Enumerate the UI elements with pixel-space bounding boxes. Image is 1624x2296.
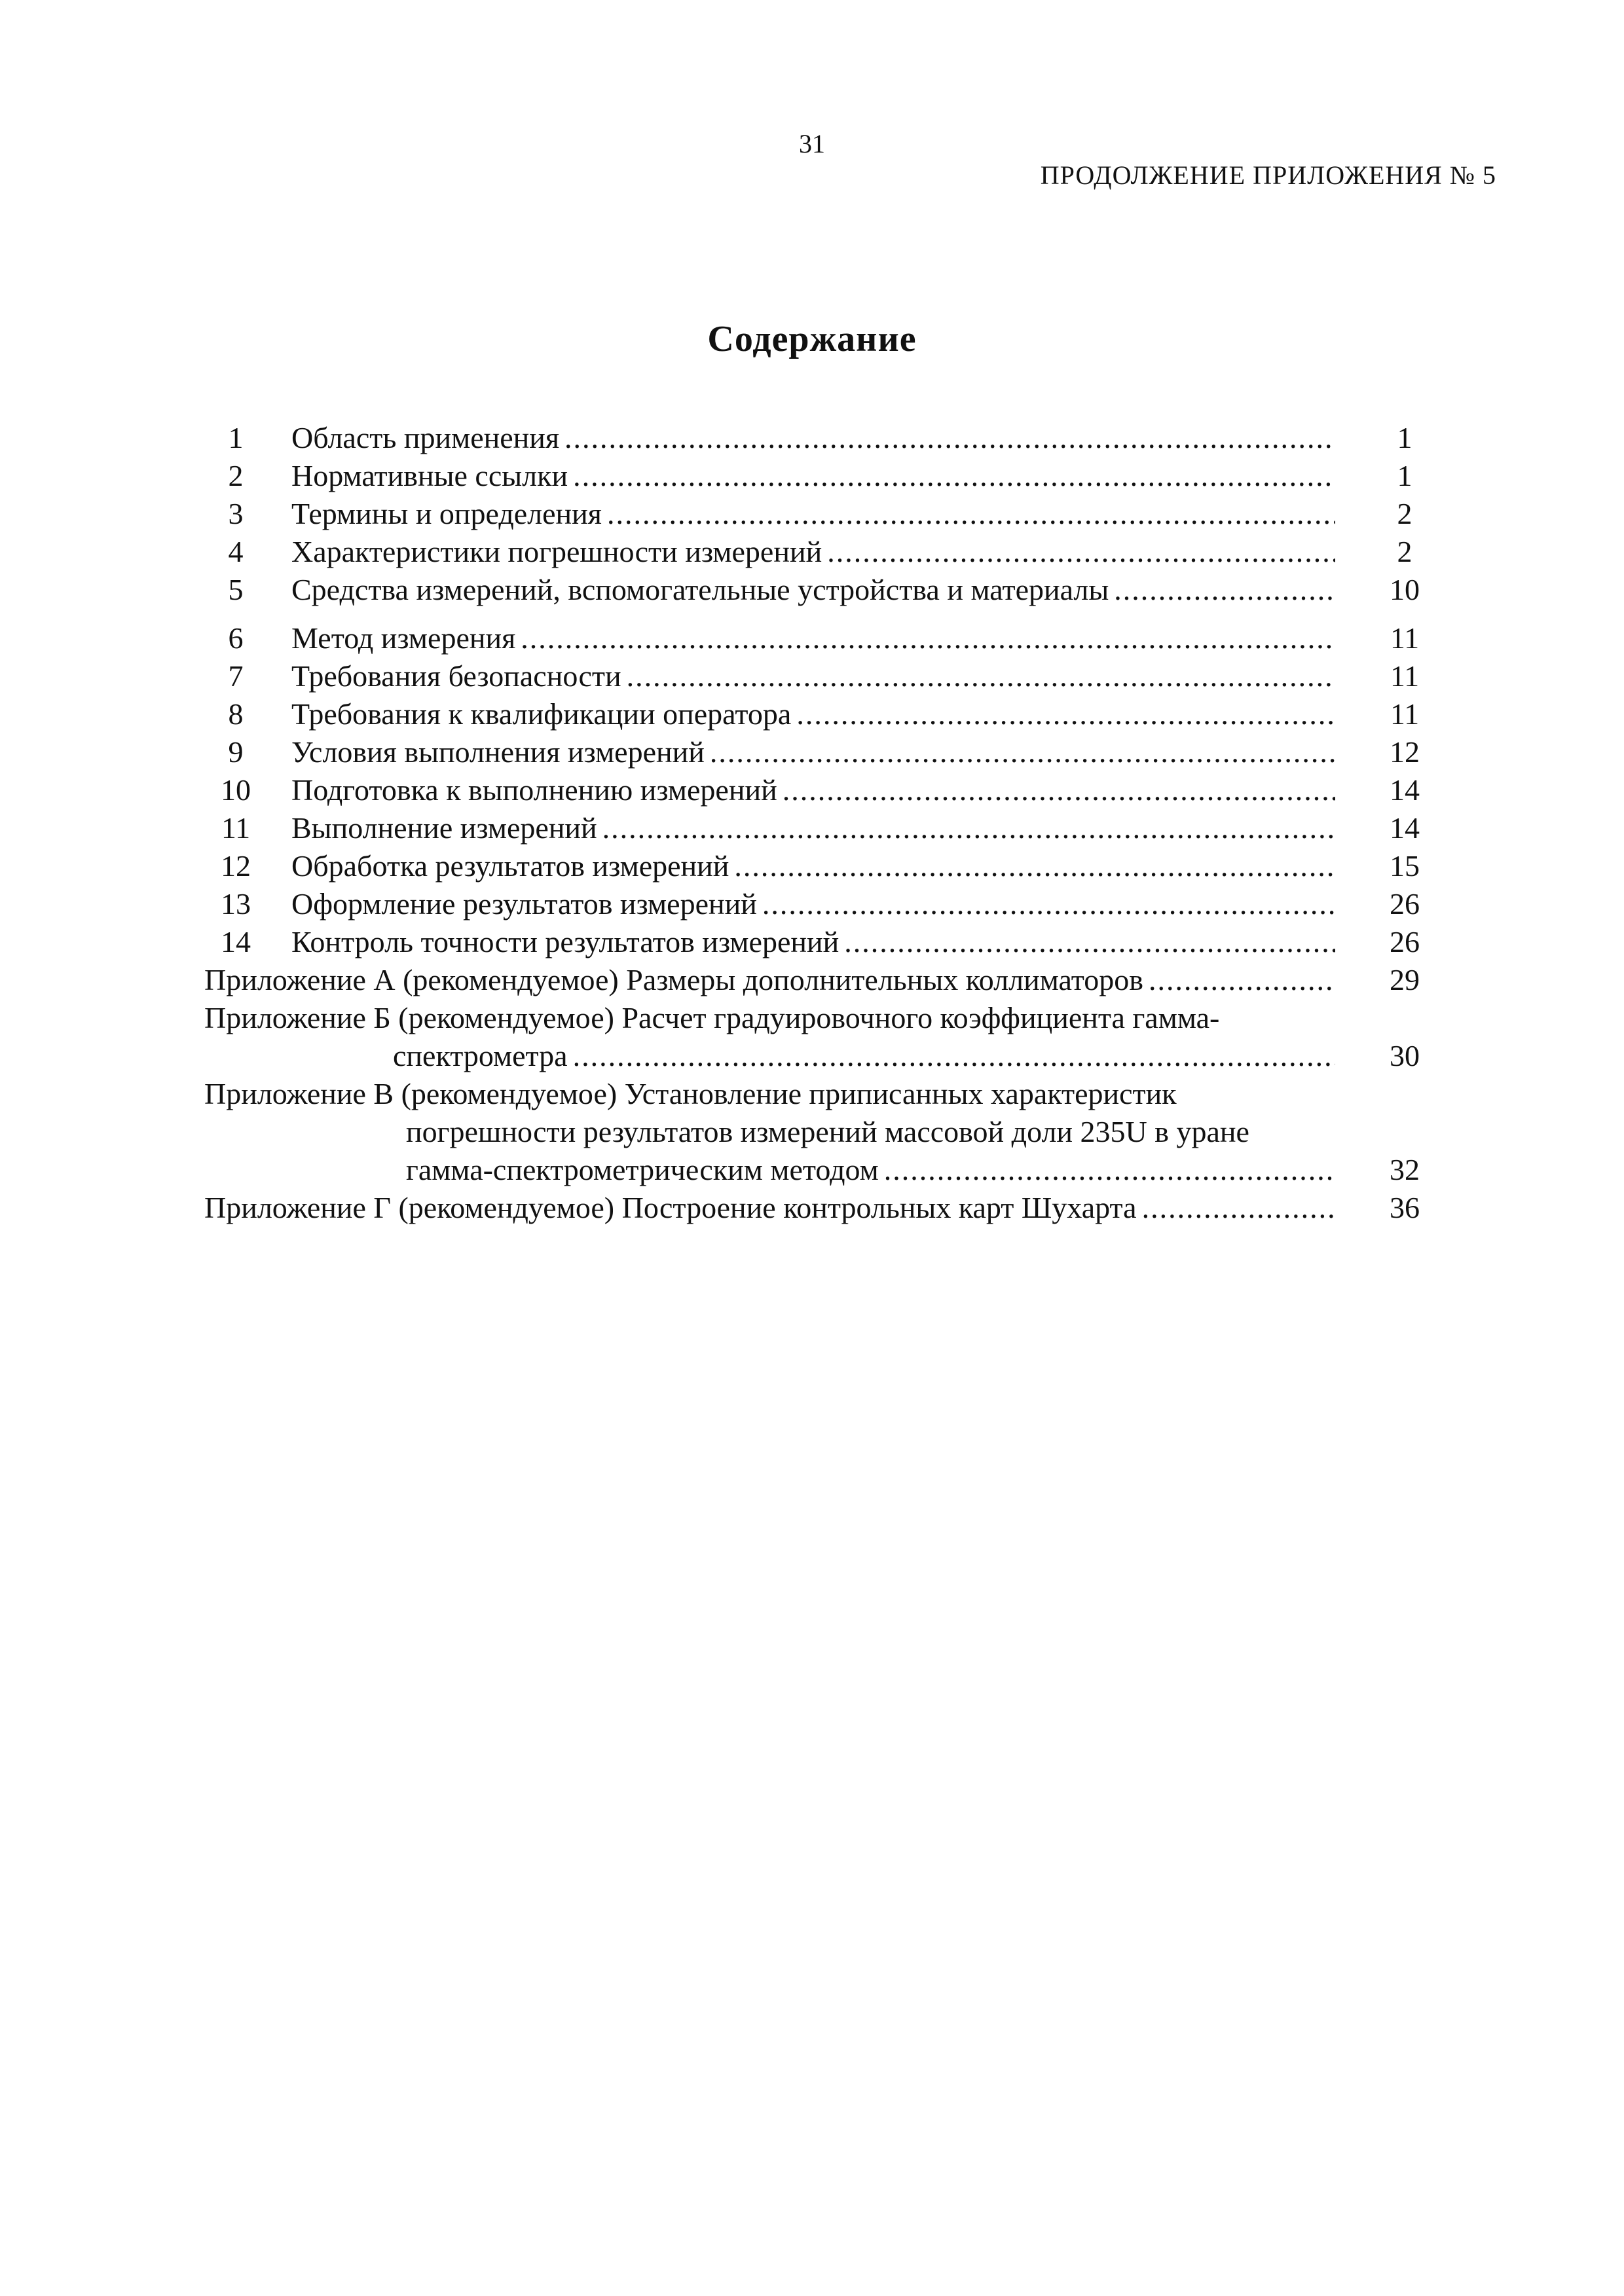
toc-row-11: [0, 809, 1624, 847]
toc-appendix-title-cont: спектрометра: [393, 1039, 568, 1072]
toc-row-8: [0, 695, 1624, 733]
toc-row-title: Требования безопасности: [291, 659, 621, 693]
dot-leader: [573, 457, 1335, 495]
dot-leader: [734, 847, 1335, 885]
toc-row-page: 11: [1390, 621, 1420, 655]
toc-row-title: Нормативные ссылки: [291, 459, 568, 492]
toc-row-page: 26: [1390, 925, 1420, 958]
toc-row-number: 5: [228, 573, 244, 606]
toc-appendix-v: [0, 1075, 1624, 1189]
toc-appendix-page: 32: [1390, 1153, 1420, 1186]
toc-row-title: Контроль точности результатов измерений: [291, 925, 840, 958]
toc-appendix-title: Приложение Б (рекомендуемое) Расчет градуировочного коэффициента гамма-: [204, 1001, 1220, 1034]
toc-row-page: 10: [1390, 573, 1420, 606]
toc-row-title: Требования к квалификации оператора: [291, 697, 792, 731]
toc-appendix-page: 36: [1390, 1191, 1420, 1224]
toc-row-number: 10: [221, 773, 251, 807]
page-number: 31: [799, 129, 825, 158]
toc-row-number: 13: [221, 887, 251, 920]
toc-row-title: Условия выполнения измерений: [291, 735, 705, 769]
toc-row-number: 3: [228, 497, 244, 530]
toc-row-number: 4: [228, 535, 244, 568]
dot-leader: [844, 923, 1335, 961]
dot-leader: [521, 619, 1335, 657]
dot-leader: [710, 733, 1335, 771]
toc-appendix-b: [0, 999, 1624, 1075]
toc-row-number: 9: [228, 735, 244, 769]
toc-appendix-g: [0, 1189, 1624, 1227]
toc-row-title: Термины и определения: [291, 497, 602, 530]
toc-row-title: Подготовка к выполнению измерений: [291, 773, 777, 807]
toc-appendix-title-cont: погрешности результатов измерений массовой доли 235U в уране: [406, 1115, 1249, 1148]
toc-appendix-page: 29: [1390, 963, 1420, 996]
toc-row-number: 2: [228, 459, 244, 492]
toc-row-title: Область применения: [291, 421, 560, 454]
toc-row-9: [0, 733, 1624, 771]
toc-row-title: Обработка результатов измерений: [291, 849, 729, 883]
toc-row-12: [0, 847, 1624, 885]
dot-leader: [827, 533, 1335, 571]
toc-row-title: Оформление результатов измерений: [291, 887, 757, 920]
toc-row-number: 11: [221, 811, 251, 845]
toc-row-page: 14: [1390, 811, 1420, 845]
toc-row-page: 2: [1397, 497, 1412, 530]
toc-row-title: Выполнение измерений: [291, 811, 597, 845]
toc-row-14: [0, 923, 1624, 961]
toc-row-page: 11: [1390, 697, 1420, 731]
toc-row-page: 15: [1390, 849, 1420, 883]
dot-leader: [564, 419, 1335, 457]
toc-row-3: [0, 495, 1624, 533]
toc-row-7: [0, 657, 1624, 695]
dot-leader: [1149, 961, 1335, 999]
toc-row-1: [0, 419, 1624, 457]
toc-row-number: 8: [228, 697, 244, 731]
dot-leader: [607, 495, 1335, 533]
toc-row-10: [0, 771, 1624, 809]
dot-leader: [1114, 571, 1335, 609]
dot-leader: [762, 885, 1335, 923]
dot-leader: [1142, 1189, 1335, 1227]
header-note: ПРОДОЛЖЕНИЕ ПРИЛОЖЕНИЯ № 5: [1040, 160, 1496, 190]
toc-appendix-a: [0, 961, 1624, 999]
toc-row-number: 12: [221, 849, 251, 883]
toc-row-title: Метод измерения: [291, 621, 516, 655]
toc-row-page: 11: [1390, 659, 1420, 693]
toc-title: Содержание: [707, 319, 917, 359]
toc-row-6: [0, 619, 1624, 657]
toc-row-page: 2: [1397, 535, 1412, 568]
toc-appendix-title-cont: гамма-спектрометрическим методом: [406, 1153, 879, 1186]
toc-row-number: 6: [228, 621, 244, 655]
toc-row-number: 7: [228, 659, 244, 693]
toc-appendix-title: Приложение А (рекомендуемое) Размеры дополнительных коллиматоров: [204, 963, 1143, 996]
toc-appendix-title: Приложение Г (рекомендуемое) Построение контрольных карт Шухарта: [204, 1191, 1137, 1224]
toc-appendix-title: Приложение В (рекомендуемое) Установление приписанных характеристик: [204, 1077, 1177, 1110]
dot-leader: [627, 657, 1335, 695]
toc-row-5: [0, 571, 1624, 609]
toc-row-2: [0, 457, 1624, 495]
dot-leader: [602, 809, 1335, 847]
toc-row-number: 1: [228, 421, 244, 454]
toc-row-title: Средства измерений, вспомогательные устройства и материалы: [291, 573, 1109, 606]
dot-leader: [783, 771, 1335, 809]
dot-leader: [884, 1151, 1335, 1189]
toc-row-page: 1: [1397, 459, 1412, 492]
toc-row-13: [0, 885, 1624, 923]
toc-row-page: 14: [1390, 773, 1420, 807]
dot-leader: [573, 1037, 1335, 1075]
toc-row-page: 26: [1390, 887, 1420, 920]
toc-row-page: 1: [1397, 421, 1412, 454]
toc-row-4: [0, 533, 1624, 571]
toc-row-title: Характеристики погрешности измерений: [291, 535, 822, 568]
toc-appendix-page: 30: [1390, 1039, 1420, 1072]
toc-row-number: 14: [221, 925, 251, 958]
dot-leader: [796, 695, 1335, 733]
toc-row-page: 12: [1390, 735, 1420, 769]
